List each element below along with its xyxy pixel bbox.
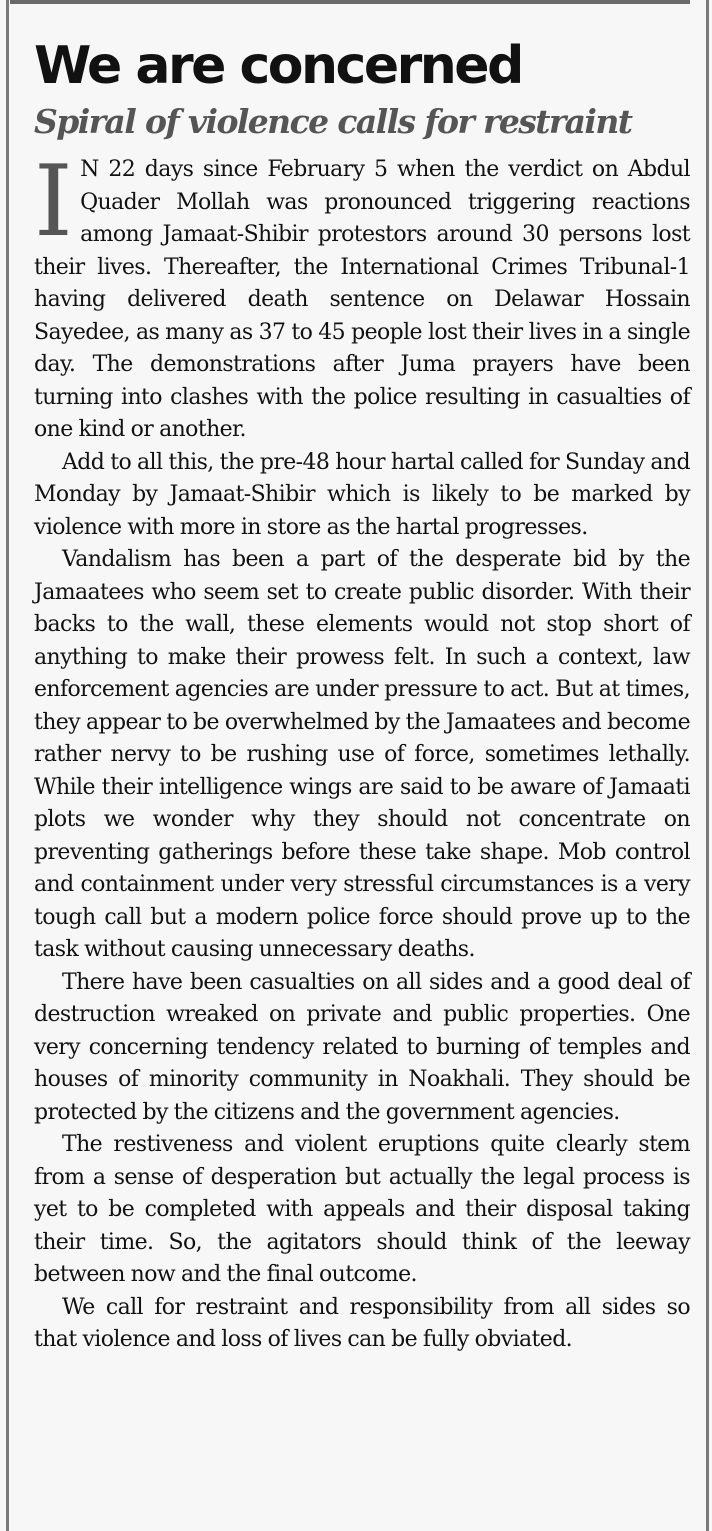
article-paragraph-5: The restiveness and violent eruptions quite clearly stem from a sense of desperation but actually the legal process is yet to be completed with appeals and their disposal taking their time. So, the agitators should think of the leeway between now and the final outcome. bbox=[34, 1132, 690, 1287]
article-paragraph-4: There have been casualties on all sides and a good deal of destruction wreaked on private and public properties. One very concerning tendency related to burning of temples and houses of minority community in Noakhali. They should be protected by the citizens and the government agencies. bbox=[34, 969, 690, 1125]
drop-cap: I bbox=[34, 145, 73, 259]
article-paragraph-3: Vandalism has been a part of the desperate bid by the Jamaatees who seem set to create public disorder. With their backs to the wall, these elements would not stop short of anything to make their prowess felt. In such a context, law enforcement agencies are under pressure to act. But at times, they appear to be overwhelmed by the Jamaatees and become rather nervy to be rushing use of force, sometimes lethally. While their intelligence wings are said to be aware of Jamaati plots we wonder why they should not concentrate on preventing gatherings before these take shape. Mob control and containment under very stressful circumstances is a very tough call but a modern police force should prove up to the task without causing unnecessary deaths. bbox=[34, 547, 690, 962]
article-paragraph-1 bbox=[34, 145, 690, 447]
top-border-rule bbox=[10, 0, 690, 4]
left-border-rule bbox=[6, 0, 9, 1531]
right-border-rule bbox=[706, 0, 709, 1531]
paragraph-1-text: N 22 days since February 5 when the verdict on Abdul Quader Mollah was pronounced triggering reactions among Jamaat-Shibir protestors around 30 persons lost their lives. Thereafter, the International Crimes Tribunal-1 having delivered death sentence on Delawar Hossain Sayedee, as many as 37 to 45 people lost their lives in a single day. The demonstrations after Juma prayers have been turning into clashes with the police resulting in casualties of one kind or another. bbox=[34, 157, 690, 442]
article-subheadline: Spiral of violence calls for restraint bbox=[34, 102, 632, 141]
article-paragraph-2: Add to all this, the pre-48 hour hartal called for Sunday and Monday by Jamaat-Shibir which is likely to be marked by violence with more in store as the hartal progresses. bbox=[34, 449, 690, 540]
editorial-article bbox=[34, 34, 690, 1357]
article-body bbox=[34, 145, 690, 1357]
article-headline: We are concerned bbox=[34, 36, 522, 96]
article-paragraph-6: We call for restraint and responsibility from all sides so that violence and loss of lives can be fully obviated. bbox=[34, 1294, 690, 1352]
